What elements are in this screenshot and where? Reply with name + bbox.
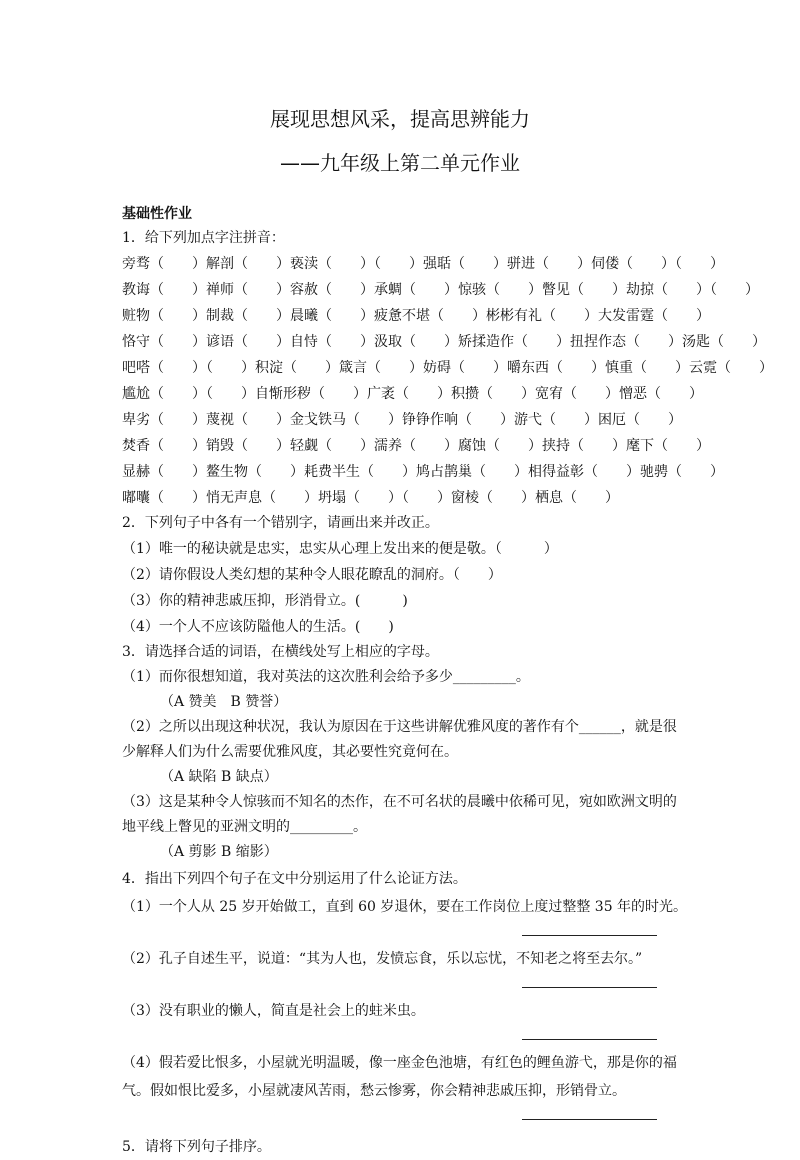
question-3-item: （1）而你很想知道，我对英法的这次胜利会给予多少_________。 [122, 669, 530, 685]
question-2-item: （2）请你假设人类幻想的某种令人眼花瞭乱的洞府。（ ） [122, 567, 502, 583]
question-3-options: （A 赞美 B 赞誉） [160, 694, 288, 710]
answer-underline [522, 987, 657, 988]
pinyin-row: 尴尬（ ）（ ）自惭形秽（ ）广袤（ ）积攒（ ）宽宥（ ）憎恶（ ） [122, 386, 703, 402]
pinyin-row: 旁骛（ ）解剖（ ）亵渎（ ）（ ）强聒（ ）骈进（ ）伺偻（ ）（ ） [122, 256, 724, 272]
pinyin-row: 嘟囔（ ）悄无声息（ ）坍塌（ ）（ ）窗棱（ ）栖息（ ） [122, 490, 619, 506]
pinyin-row: 吧嗒（ ）（ ）积淀（ ）箴言（ ）妨碍（ ）嚼东西（ ）慎重（ ）云霓（ ） [122, 360, 773, 376]
section-heading: 基础性作业 [122, 206, 192, 222]
question-2-stem: 2．下列句子中各有一个错别字，请画出来并改正。 [122, 515, 439, 531]
question-2-item: （4）一个人不应该防隘他人的生活。( ) [122, 619, 394, 635]
question-4-item: （4）假若爱比恨多，小屋就光明温暖，像一座金色池塘，有红色的鲤鱼游弋，那是你的福气。假如恨比爱多，小屋就凄风苦雨，愁云惨雾，你会精神悲戚压抑，形销骨立。 [122, 1055, 677, 1099]
question-4 [122, 865, 688, 1129]
question-3-item: （2）之所以出现这种状况，我认为原因在于这些讲解优雅风度的著作有个______，就是很少解释人们为什么需要优雅风度，其必要性究竟何在。 [122, 719, 677, 760]
question-4-item: （1）一个人从 25 岁开始做工，直到 60 岁退休，要在工作岗位上度过整整 35 年的时光。 [122, 899, 688, 915]
pinyin-row: 教诲（ ）禅师（ ）容赦（ ）承蜩（ ）惊骇（ ）瞥见（ ）劫掠（ ）（ ） [122, 282, 759, 298]
question-4-item: （2）孔子自述生平，说道：“其为人也，发愤忘食，乐以忘忧，不知老之将至去尔。” [122, 951, 643, 967]
pinyin-row: 卑劣（ ）蔑视（ ）金戈铁马（ ）铮铮作响（ ）游弋（ ）困厄（ ） [122, 412, 682, 428]
question-3-stem: 3．请选择合适的词语，在横线处写上相应的字母。 [122, 644, 439, 660]
answer-blank[interactable] [122, 1105, 682, 1129]
question-3-options: （A 缺陷 B 缺点） [160, 769, 278, 785]
answer-underline [522, 1119, 657, 1120]
pinyin-grid [122, 251, 773, 511]
question-4-item: （3）没有职业的懒人，简直是社会上的蛀米虫。 [122, 1003, 425, 1019]
question-2-item: （1）唯一的秘诀就是忠实，忠实从心理上发出来的便是敬。（ ） [122, 541, 558, 557]
question-4-stem: 4．指出下列四个句子在文中分别运用了什么论证方法。 [122, 871, 467, 887]
pinyin-row: 焚香（ ）销毁（ ）轻觑（ ）濡养（ ）腐蚀（ ）挟持（ ）麾下（ ） [122, 438, 710, 454]
page-title: 展现思想风采，提高思辨能力 [270, 107, 530, 131]
pinyin-row: 显赫（ ）鳌生物（ ）耗费半生（ ）鸠占鹊巢（ ）相得益彰（ ）驰骋（ ） [122, 464, 724, 480]
answer-underline [522, 1039, 657, 1040]
question-1-stem: 1．给下列加点字注拼音： [122, 230, 285, 246]
page-subtitle: ——九年级上第二单元作业 [280, 151, 520, 175]
question-3-options: （A 剪影 B 缩影） [160, 844, 278, 860]
pinyin-row: 赃物（ ）制裁（ ）晨曦（ ）疲惫不堪（ ）彬彬有礼（ ）大发雷霆（ ） [122, 308, 710, 324]
answer-blank[interactable] [122, 1025, 682, 1049]
answer-blank[interactable] [122, 973, 682, 997]
pinyin-row: 恪守（ ）谚语（ ）自恃（ ）汲取（ ）矫揉造作（ ）扭捏作态（ ）汤匙（ ） [122, 334, 766, 350]
worksheet-content [122, 202, 773, 1160]
answer-blank[interactable] [122, 921, 682, 945]
answer-underline [522, 935, 657, 936]
question-3-item: （3）这是某种令人惊骇而不知名的杰作，在不可名状的晨曦中依稀可见，宛如欧洲文明的地平线上瞥见的亚洲文明的_________。 [122, 794, 677, 835]
question-5-stem: 5．请将下列句子排序。 [122, 1139, 271, 1155]
question-2-item: （3）你的精神悲戚压抑，形消骨立。( ) [122, 593, 408, 609]
